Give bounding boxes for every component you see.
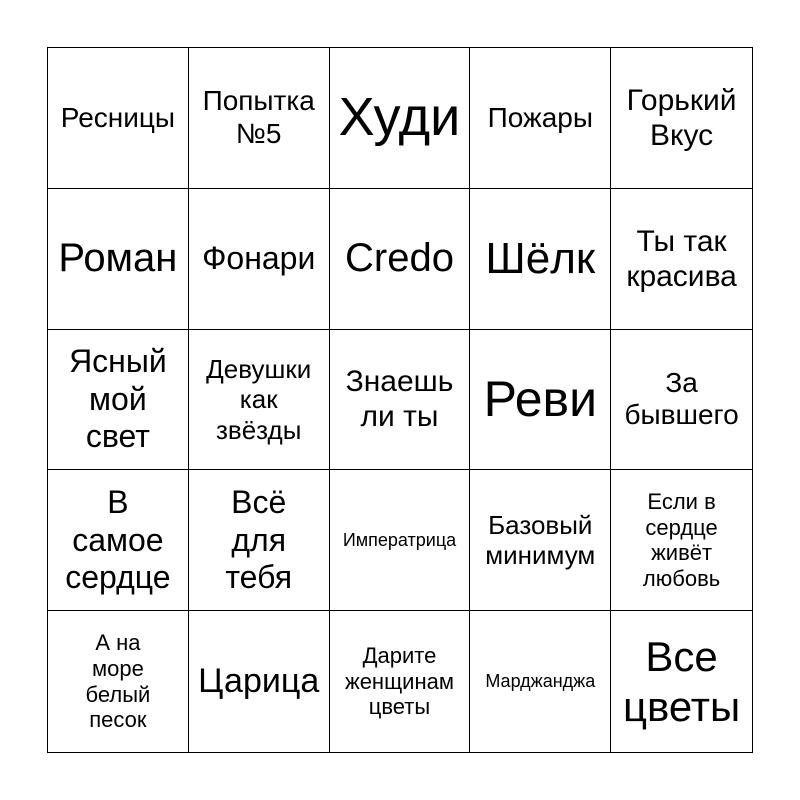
bingo-cell-r2c5[interactable]	[611, 189, 752, 330]
bingo-cell-r3c4[interactable]	[470, 330, 611, 471]
cell-label: Горький Вкус	[626, 83, 737, 152]
cell-label: Знаешь ли ты	[345, 365, 454, 434]
bingo-cell-r5c5[interactable]	[611, 611, 752, 752]
bingo-cell-r3c2[interactable]	[189, 330, 330, 471]
bingo-cell-r4c4[interactable]	[470, 470, 611, 611]
cell-label: А на море белый песок	[85, 630, 151, 733]
bingo-cell-r1c4[interactable]	[470, 48, 611, 189]
bingo-cell-r4c1[interactable]	[48, 470, 189, 611]
cell-label: Марджанджа	[485, 671, 596, 692]
bingo-cell-r5c3[interactable]	[330, 611, 471, 752]
cell-label: Всё для тебя	[225, 484, 293, 595]
cell-label: Царица	[198, 661, 320, 700]
cell-label: Фонари	[202, 239, 316, 276]
cell-label: Если в сердце живёт любовь	[642, 488, 721, 592]
cell-label: Дарите женщинам цветы	[344, 642, 454, 720]
bingo-cell-r1c1[interactable]	[48, 48, 189, 189]
cell-label: Ясный мой свет	[69, 343, 167, 455]
bingo-cell-r3c1[interactable]	[48, 330, 189, 471]
cell-label: Реви	[483, 371, 598, 428]
cell-label: Credo	[345, 236, 454, 281]
bingo-cell-r5c4[interactable]	[470, 611, 611, 752]
bingo-cell-r3c3[interactable]	[330, 330, 471, 471]
cell-label: Ты так красива	[626, 224, 737, 293]
bingo-board	[47, 47, 753, 753]
cell-label: Девушки как звёзды	[206, 353, 312, 445]
cell-label: Все цветы	[622, 633, 741, 730]
bingo-cell-r3c5[interactable]	[611, 330, 752, 471]
bingo-cell-r1c3[interactable]	[330, 48, 471, 189]
cell-label: Шёлк	[485, 233, 596, 283]
cell-label: Роман	[58, 236, 178, 281]
bingo-cell-r4c5[interactable]	[611, 470, 752, 611]
bingo-cell-r5c1[interactable]	[48, 611, 189, 752]
bingo-cell-r1c2[interactable]	[189, 48, 330, 189]
cell-label: Худи	[338, 87, 461, 148]
bingo-cell-r2c4[interactable]	[470, 189, 611, 330]
bingo-cell-r4c3[interactable]	[330, 470, 471, 611]
cell-label: Пожары	[487, 101, 593, 133]
cell-label: Ресницы	[60, 101, 176, 133]
cell-label: За бывшего	[624, 366, 739, 431]
cell-label: Императрица	[342, 529, 457, 550]
bingo-cell-r5c2[interactable]	[189, 611, 330, 752]
cell-label: В самое сердце	[65, 484, 171, 595]
cell-label: Попытка №5	[202, 85, 315, 149]
cell-label: Базовый минимум	[485, 509, 596, 571]
bingo-cell-r4c2[interactable]	[189, 470, 330, 611]
bingo-cell-r2c3[interactable]	[330, 189, 471, 330]
bingo-cell-r1c5[interactable]	[611, 48, 752, 189]
bingo-cell-r2c1[interactable]	[48, 189, 189, 330]
bingo-cell-r2c2[interactable]	[189, 189, 330, 330]
